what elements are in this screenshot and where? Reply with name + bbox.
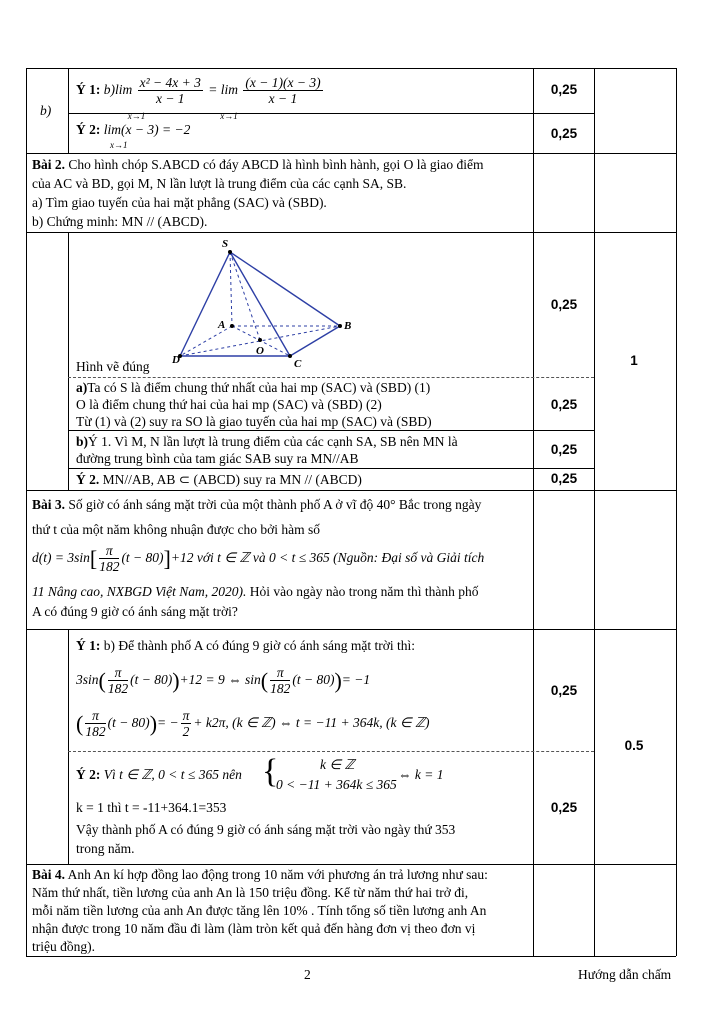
bai3-y1: Ý 1: b) Để thành phố A có đúng 9 giờ có ánh sáng mặt trời thì:	[76, 638, 415, 653]
edge-SA	[230, 252, 232, 326]
score: 0,25	[550, 471, 578, 486]
bai2-a-line2: O là điểm chung thứ hai của hai mp (SAC) và (SBD) (2)	[76, 397, 382, 412]
score: 0,25	[550, 82, 578, 97]
row-line	[26, 490, 676, 491]
bai2-line3: a) Tìm giao tuyến của hai mặt phẳng (SAC) và (SBD).	[32, 195, 327, 210]
bai3-line5: A có đúng 9 giờ có ánh sáng mặt trời?	[32, 604, 238, 619]
bai2-y2: Ý 2. MN//AB, AB ⊂ (ABCD) suy ra MN // (ABCD)	[76, 472, 362, 487]
score: 0,25	[550, 126, 578, 141]
bai3-eq1: 3sin( $\frac{\pi}{182}$ (t − 80))+12 = 9 ⇔ sin( $\frac{\pi}{182}$ (t − 80))= −1	[76, 665, 371, 697]
point-S	[228, 250, 232, 254]
pyramid-figure	[160, 236, 370, 371]
bai4-line3: mỗi năm tiền lương của anh An được tăng lên 10% . Tính tổng số tiền lương anh An	[32, 903, 487, 918]
bai3-eq2: ( $\frac{\pi}{182}$ (t − 80))= − $\frac{\pi}{2}$ + k2π, (k ∈ ℤ) ⇔ t = −11 + 364k, (k ∈ ℤ)	[76, 708, 430, 740]
bai3-conclusion2: trong năm.	[76, 841, 135, 856]
row-line	[26, 864, 676, 865]
table-top-border	[26, 68, 676, 69]
edge-SB	[230, 252, 340, 326]
system-brace: {	[262, 753, 279, 790]
label-C: C	[294, 358, 302, 370]
system-result: ⇔ k = 1	[398, 767, 444, 782]
bai4-line5: triệu đồng).	[32, 939, 95, 954]
row-line	[26, 232, 676, 233]
score: 0,25	[550, 442, 578, 457]
item-label: Ý 1:	[76, 82, 101, 97]
score: 0,25	[550, 800, 578, 815]
row-line	[26, 629, 676, 630]
page-number: 2	[304, 967, 311, 982]
col-divider-2	[533, 68, 534, 956]
figure-caption: Hình vẽ đúng	[76, 359, 150, 374]
row-line-dashed	[68, 377, 594, 378]
point-A	[230, 324, 234, 328]
label-B: B	[344, 320, 352, 332]
bai2-a-line3: Từ (1) và (2) suy ra SO là giao tuyến của hai mp (SAC) và (SBD)	[76, 414, 432, 429]
bai4-line4: nhận được trong 10 năm đầu đi làm (làm tròn kết quả đến hàng đơn vị theo đơn vị	[32, 921, 476, 936]
bai3-line1: Bài 3. Số giờ có ánh sáng mặt trời của một thành phố A ở vĩ độ 40° Bắc trong ngày	[32, 497, 482, 512]
limit-eq: = lim x→1	[208, 82, 239, 121]
bai3-conclusion1: Vậy thành phố A có đúng 9 giờ có ánh sáng mặt trời vào ngày thứ 353	[76, 822, 456, 837]
point-O	[258, 338, 262, 342]
limit-expr: lim(x − 3) = −2	[103, 122, 191, 137]
score-total: 0.5	[624, 738, 644, 753]
col-divider-1a	[68, 68, 69, 153]
table-right-border	[676, 68, 677, 956]
item-label: Ý 2:	[76, 122, 101, 137]
col-divider-3	[594, 68, 595, 956]
score: 0,25	[550, 397, 578, 412]
row-line	[68, 468, 594, 469]
point-B	[338, 324, 342, 328]
bai2-b-line2: đường trung bình của tam giác SAB suy ra MN//AB	[76, 451, 359, 466]
limit-prefix: b)lim x→1	[103, 82, 146, 121]
bai4-line2: Năm thứ nhất, tiền lương của anh An là 150 triệu đồng. Kể từ năm thứ hai trở đi,	[32, 885, 469, 900]
bai2-b-line1: b)Ý 1. Vì M, N lần lượt là trung điểm của các cạnh SA, SB nên MN là	[76, 434, 458, 449]
limit-subscript: x→1	[110, 140, 128, 150]
bai2-line2: của AC và BD, gọi M, N lần lượt là trung điểm của các cạnh SA, SB.	[32, 176, 407, 191]
bai3-formula: d(t) = 3sin[ $\frac{\pi}{182}$ (t − 80)]+12 với t ∈ ℤ và 0 < t ≤ 365 (Nguồn: Đại số và Giải tích	[32, 543, 485, 575]
point-C	[288, 354, 292, 358]
col-divider-1c	[68, 629, 69, 864]
edge-SD	[180, 252, 230, 356]
col-divider-1b	[68, 232, 69, 490]
row-line	[68, 113, 594, 114]
bai1-y1-formula	[76, 72, 325, 121]
bai1-y2-formula	[76, 121, 190, 138]
footer-text: Hướng dẫn chấm	[578, 967, 672, 982]
score: 0,25	[550, 683, 578, 698]
row-line-dashed	[68, 751, 594, 752]
label-D: D	[172, 354, 180, 366]
system-line1: k ∈ ℤ	[320, 757, 355, 772]
bai3-k-line: k = 1 thì t = -11+364.1=353	[76, 800, 227, 815]
edge-CB	[290, 326, 340, 356]
bai3-line2: thứ t của một năm không nhuận được cho bởi hàm số	[32, 522, 320, 537]
fraction: $\frac{(x - 1)(x - 3)}{x - 1}$	[245, 75, 321, 107]
bai3-y2: Ý 2: Vì t ∈ ℤ, 0 < t ≤ 365 nên	[76, 767, 242, 782]
label-O: O	[256, 345, 264, 357]
score: 0,25	[550, 297, 578, 312]
table-left-border	[26, 68, 27, 956]
bai2-line1: Bài 2. Cho hình chóp S.ABCD có đáy ABCD là hình bình hành, gọi O là giao điểm	[32, 157, 484, 172]
row-line	[68, 430, 594, 431]
part-label: b)	[40, 103, 52, 118]
fraction: $\frac{\text{x² − 4x + 3}}{x - 1}$	[139, 75, 201, 107]
bai4-line1: Bài 4. Anh An kí hợp đồng lao động trong 10 năm với phương án trả lương như sau:	[32, 867, 488, 882]
label-S: S	[222, 238, 229, 250]
score-total: 1	[630, 353, 638, 368]
label-A: A	[218, 319, 226, 331]
bai2-line4: b) Chứng minh: MN // (ABCD).	[32, 214, 208, 229]
table-bottom-border	[26, 956, 676, 957]
system-line2: 0 < −11 + 364k ≤ 365	[276, 777, 397, 792]
bai2-a-line1: a)Ta có S là điểm chung thứ nhất của hai mp (SAC) và (SBD) (1)	[76, 380, 431, 395]
bai3-line4: 11 Nâng cao, NXBGD Việt Nam, 2020). Hỏi vào ngày nào trong năm thì thành phố	[32, 584, 479, 599]
